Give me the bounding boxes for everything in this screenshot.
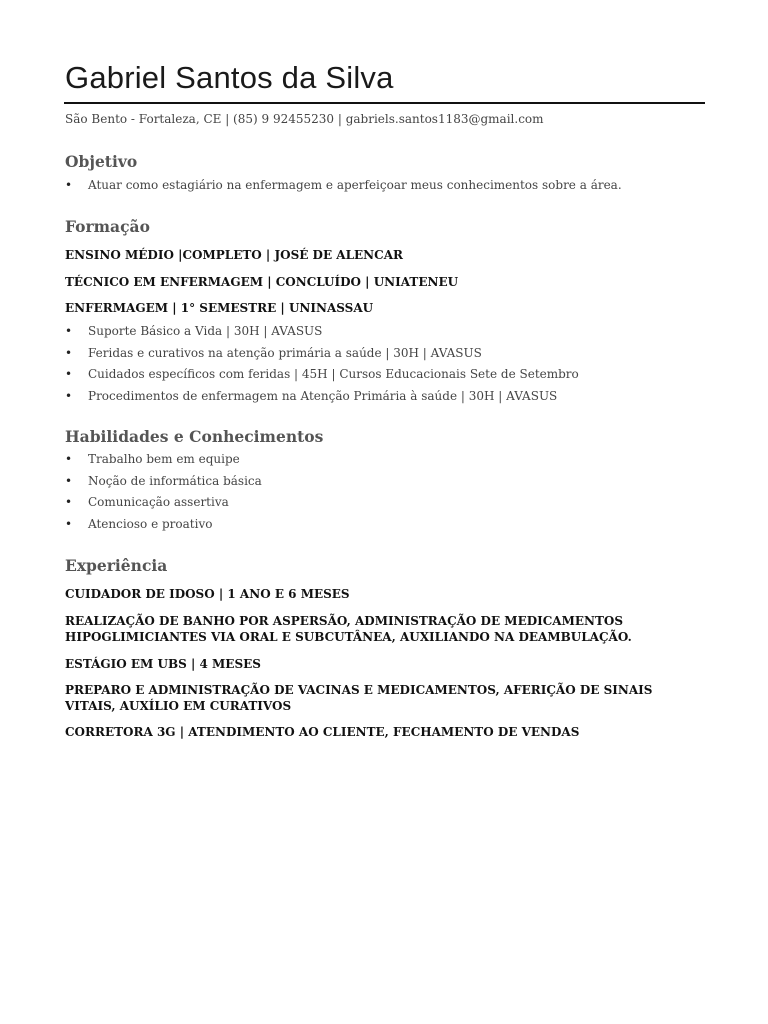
list-item: • Atuar como estagiário na enfermagem e aperfeiçoar meus conhecimentos sobre a área. <box>65 178 622 192</box>
bullet-icon: • <box>65 516 73 531</box>
list-item: • Suporte Básico a Vida | 30H | AVASUS <box>65 324 323 338</box>
education-entry: TÉCNICO EM ENFERMAGEM | CONCLUÍDO | UNIATENEU <box>65 275 459 289</box>
experience-description: REALIZAÇÃO DE BANHO POR ASPERSÃO, ADMINISTRAÇÃO DE MEDICAMENTOS HIPOGLIMICIANTES VIA ORAL E SUBCUTÂNEA, AUXILIANDO NA DEAMBULAÇÃO. <box>65 614 632 644</box>
bullet-icon: • <box>65 473 73 488</box>
header-divider <box>64 102 705 104</box>
experience-description: PREPARO E ADMINISTRAÇÃO DE VACINAS E MEDICAMENTOS, AFERIÇÃO DE SINAIS VITAIS, AUXÍLIO EM CURATIVOS <box>65 683 653 713</box>
section-title-experiencia: Experiência <box>65 556 168 575</box>
bullet-icon: • <box>65 345 73 360</box>
list-item: • Comunicação assertiva <box>65 495 229 509</box>
bullet-icon: • <box>65 367 73 381</box>
experience-entry: CORRETORA 3G | ATENDIMENTO AO CLIENTE, FECHAMENTO DE VENDAS <box>65 725 580 739</box>
candidate-name: Gabriel Santos da Silva <box>65 60 394 95</box>
list-item: • Trabalho bem em equipe <box>65 452 240 466</box>
bullet-icon: • <box>65 324 73 338</box>
skills-list <box>65 451 262 537</box>
list-item: • Cuidados específicos com feridas | 45H | Cursos Educacionais Sete de Setembro <box>65 367 579 381</box>
section-title-formacao: Formação <box>65 217 150 236</box>
bullet-icon: • <box>65 388 73 403</box>
courses-list <box>65 323 579 409</box>
section-title-habilidades: Habilidades e Conhecimentos <box>65 427 324 446</box>
objetivo-list <box>65 177 622 199</box>
section-title-objetivo: Objetivo <box>65 152 138 171</box>
list-item: • Feridas e curativos na atenção primária a saúde | 30H | AVASUS <box>65 345 482 360</box>
education-entry: ENSINO MÉDIO |COMPLETO | JOSÉ DE ALENCAR <box>65 248 403 262</box>
list-item: • Noção de informática básica <box>65 473 262 488</box>
bullet-icon: • <box>65 178 73 192</box>
list-item: • Procedimentos de enfermagem na Atenção Primária à saúde | 30H | AVASUS <box>65 388 558 403</box>
list-item: • Atencioso e proativo <box>65 516 213 531</box>
education-entry: ENFERMAGEM | 1° SEMESTRE | UNINASSAU <box>65 301 374 315</box>
bullet-icon: • <box>65 495 73 509</box>
contact-line: São Bento - Fortaleza, CE | (85) 9 92455230 | gabriels.santos1183@gmail.com <box>65 112 544 126</box>
experience-entry: CUIDADOR DE IDOSO | 1 ANO E 6 MESES <box>65 587 350 601</box>
bullet-icon: • <box>65 452 73 466</box>
experience-entry: ESTÁGIO EM UBS | 4 MESES <box>65 657 261 671</box>
